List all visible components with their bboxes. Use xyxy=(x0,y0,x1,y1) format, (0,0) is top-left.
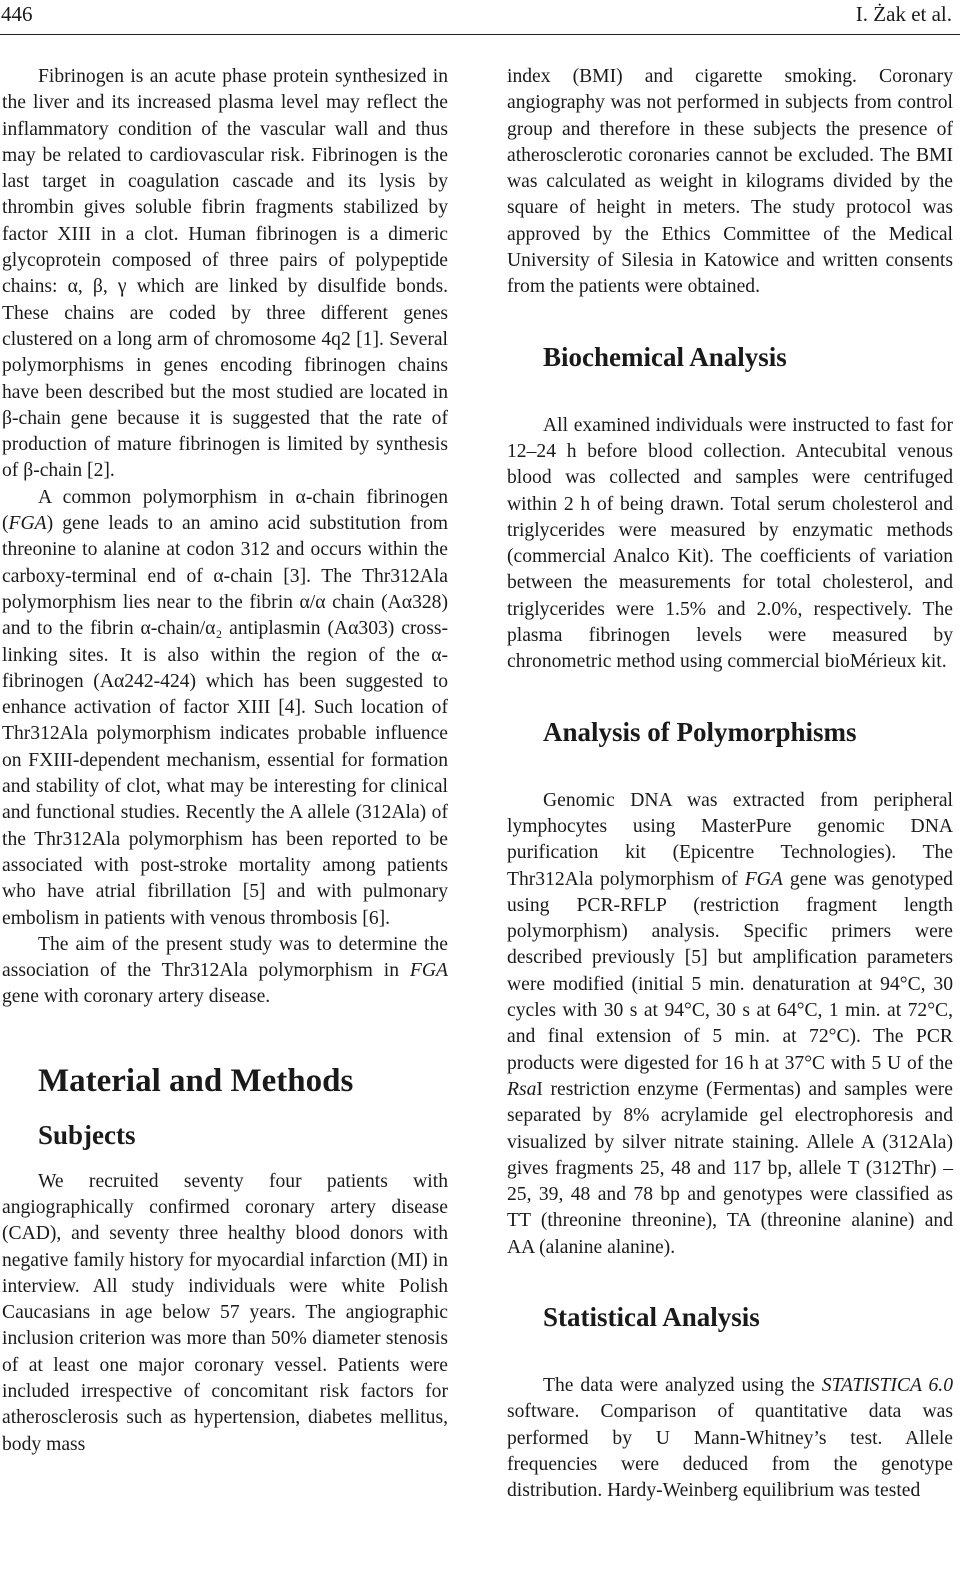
polymorphisms-paragraph: Genomic DNA was extracted from peripheral lymphocytes using MasterPure genomic DNA purification kit (Epicentre Technologies). The Thr312Ala polymorphism of FGA gene was genotyped using PCR-RFLP (restriction fragment length polymorphism) analysis. Specific primers were described previously [5] but amplification parameters were modified (initial 5 min. denaturation at 94°C, 30 cycles with 30 s at 94°C, 30 s at 64°C, 1 min. at 72°C, and final extension of 5 min. at 72°C). The PCR products were digested for 16 h at 37°C with 5 U of the RsaI restriction enzyme (Fermentas) and samples were separated by 8% acrylamide gel electrophoresis and visualized by silver nitrate staining. Allele A (312Ala) gives fragments 25, 48 and 117 bp, allele T (312Thr) – 25, 39, 48 and 78 bp and genotypes were classified as TT (threonine threonine), TA (threonine alanine) and AA (alanine alanine). xyxy=(507,789,953,1258)
page-header xyxy=(0,0,960,35)
statistical-analysis-paragraph: The data were analyzed using the STATISTICA 6.0 software. Comparison of quantitative data was performed by U Mann-Whitney’s test. Allele frequencies were deduced from the genotype distribution. Hardy-Weinberg equilibrium was tested xyxy=(507,1374,953,1502)
gene-name: FGA xyxy=(8,513,47,535)
running-head: I. Żak et al. xyxy=(855,2,952,26)
biochemical-analysis-paragraph: All examined individuals were instructed to fast for 12–24 h before blood collection. Antecubital venous blood was collected and samples were centrifuged within 2 h of being drawn. Total serum cholesterol and triglycerides were measured by enzymatic methods (commercial Analco Kit). The coefficients of variation between the measurements for total cholesterol, and triglycerides were 1.5% and 2.0%, respectively. The plasma fibrinogen levels were measured by chronometric method using commercial bioMérieux kit. xyxy=(507,414,953,673)
statistical-analysis-heading: Statistical Analysis xyxy=(543,1301,760,1332)
intro-paragraph-2: A common polymorphism in α-chain fibrinogen (FGA) gene leads to an amino acid substitution from threonine to alanine at codon 312 and occurs within the carboxy-terminal end of α-chain [3]. The Thr312Ala polymorphism lies near to the fibrin α/α chain (Aα328) and to the fibrin α-chain/α₂ antiplasmin (Aα303) cross-linking sites. It is also within the region of the α-fibrinogen (Aα242-424) which has been suggested to enhance activation of factor XIII [4]. Such location of Thr312Ala polymorphism indicates probable influence on FXIII-dependent mechanism, essential for formation and stability of clot, what may be interesting for clinical and functional studies. Recently the A allele (312Ala) of the Thr312Ala polymorphism has been reported to be associated with post-stroke mortality among patients who have atrial fibrillation [5] and with pulmonary embolism in patients with venous thrombosis [6]. xyxy=(2,486,448,929)
gene-name: FGA xyxy=(744,868,783,890)
subjects-paragraph-continued: index (BMI) and cigarette smoking. Coronary angiography was not performed in subjects from control group and therefore in these subjects the presence of atherosclerotic coronaries cannot be excluded. The BMI was calculated as weight in kilograms divided by the square of height in meters. The study protocol was approved by the Ethics Committee of the Medical University of Silesia in Katowice and written consents from the patients were obtained. xyxy=(507,66,953,298)
page-number: 446 xyxy=(1,2,33,26)
biochemical-analysis-heading: Biochemical Analysis xyxy=(543,341,787,372)
right-column xyxy=(507,64,953,1504)
software-name: STATISTICA 6.0 xyxy=(821,1374,953,1396)
enzyme-name: Rsa xyxy=(507,1078,537,1100)
intro-paragraph-3: The aim of the present study was to determine the association of the Thr312Ala polymorphism in FGA gene with coronary artery disease. xyxy=(2,933,448,1008)
gene-name: FGA xyxy=(409,960,448,982)
left-column xyxy=(2,64,448,1458)
section-title: Material and Methods xyxy=(38,1062,354,1099)
subjects-paragraph: We recruited seventy four patients with angiographically confirmed coronary artery disease (CAD), and seventy three healthy blood donors with negative family history for myocardial infarction (MI) in interview. All study individuals were white Polish Caucasians in age below 57 years. The angiographic inclusion criterion was more than 50% diameter stenosis of at least one major coronary vessel. Patients were included irrespective of concomitant risk factors for atherosclerosis such as hypertension, diabetes mellitus, body mass xyxy=(2,1170,448,1455)
subjects-heading: Subjects xyxy=(38,1119,136,1150)
intro-paragraph-1: Fibrinogen is an acute phase protein synthesized in the liver and its increased plasma level may reflect the inflammatory condition of the vascular wall and thus may be related to cardiovascular risk. Fibrinogen is the last target in coagulation cascade and its lysis by thrombin gives soluble fibrin fragments stabilized by factor XIII in a clot. Human fibrinogen is a dimeric glycoprotein composed of three pairs of polypeptide chains: α, β, γ which are linked by disulfide bonds. These chains are coded by three different genes clustered on a long arm of chromosome 4q2 [1]. Several polymorphisms in genes encoding fibrinogen chains have been described but the most studied are located in β-chain gene because it is suggested that the rate of production of mature fibrinogen is limited by synthesis of β-chain [2]. xyxy=(2,66,448,482)
polymorphisms-heading: Analysis of Polymorphisms xyxy=(543,716,857,747)
